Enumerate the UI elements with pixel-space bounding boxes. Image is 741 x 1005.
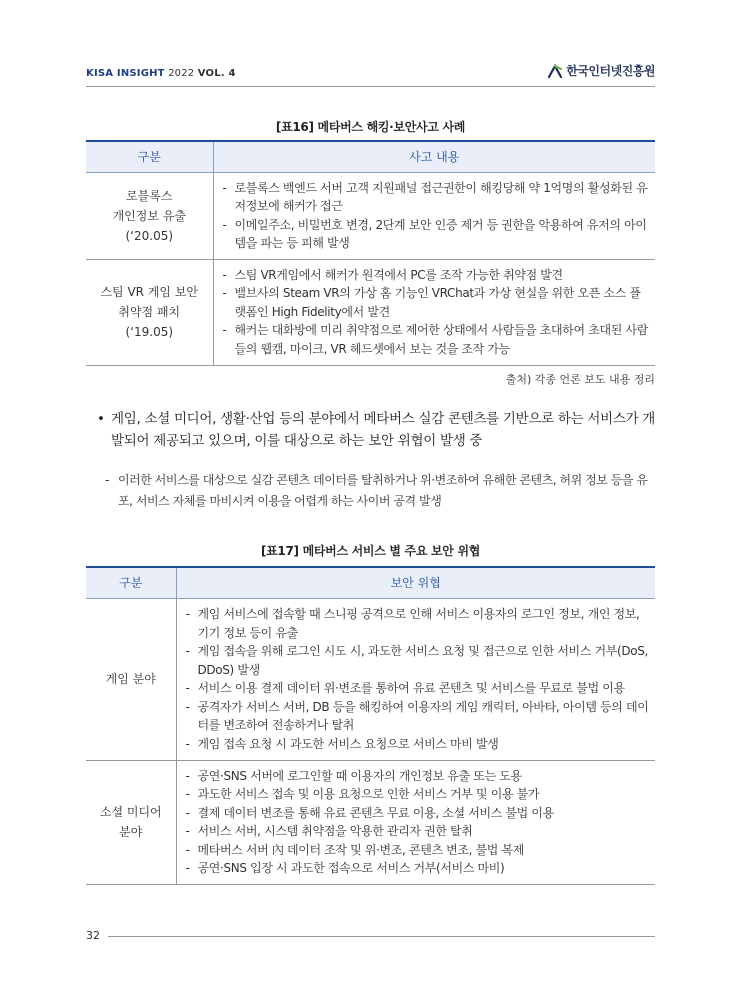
table16-caption: [표16] 메타버스 해킹·보안사고 사례 (275, 120, 466, 134)
list-item: - 과도한 서비스 접속 및 이용 요청으로 인한 서비스 거부 및 이용 불가 (186, 785, 650, 804)
category-line: 스팀 VR 게임 보안 (100, 285, 199, 299)
list-item: - 서비스 이용 결제 데이터 위·변조를 통하여 유료 콘텐츠 및 서비스를 무료로 불법 이용 (186, 679, 650, 698)
list-item: - 밸브사의 Steam VR의 가상 홈 기능인 VRChat과 가상 현실을 위한 오픈 소스 플랫폼인 High Fidelity에서 발견 (223, 284, 650, 321)
category-line: 분야 (119, 825, 143, 839)
table16-row1-category (86, 172, 213, 259)
volume-label: VOL. 4 (197, 68, 236, 79)
category-line: 로블록스 (126, 188, 173, 203)
table-row (86, 259, 655, 365)
table16-row2-content (213, 259, 655, 365)
table16 (86, 140, 655, 366)
list-item: - 게임 접속을 위해 로그인 시도 시, 과도한 서비스 요청 및 접근으로 인한 서비스 거부(DoS, DDoS) 발생 (186, 642, 650, 679)
table17-row1-content (176, 598, 655, 760)
table17-header-content: 보안 위협 (176, 567, 655, 598)
table17-header-category: 구분 (86, 567, 176, 598)
table17-row2-category (86, 760, 176, 884)
table16-row1-content (213, 172, 655, 259)
header-divider (86, 86, 655, 87)
body-bullet (97, 408, 663, 452)
list-item: - 메타버스 서버 內 데이터 조작 및 위·변조, 콘텐츠 변조, 불법 복제 (186, 841, 650, 860)
list-item: - 해커는 대화방에 미리 취약점으로 제어한 상태에서 사람들을 초대하여 초대된 사람들의 웹캠, 마이크, VR 헤드셋에서 보는 것을 조작 가능 (223, 321, 650, 358)
list-item: - 공격자가 서비스 서버, DB 등을 해킹하여 이용자의 게임 캐릭터, 아바타, 아이템 등의 데이터를 변조하여 전송하거나 탈취 (186, 698, 650, 735)
list-item: - 서비스 서버, 시스템 취약점을 악용한 관리자 권한 탈취 (186, 822, 650, 841)
category-line: 취약점 패치 (118, 305, 181, 319)
table16-row2-category (86, 259, 213, 365)
category-line: (‘20.05) (125, 228, 174, 243)
category-line: 개인정보 유출 (112, 208, 186, 223)
org-name: 한국인터넷진흥원 (566, 64, 655, 78)
category-line: (‘19.05) (125, 325, 174, 339)
table17-row2-content (176, 760, 655, 884)
table17 (86, 566, 655, 885)
category-line: 소셜 미디어 (99, 805, 162, 819)
list-item: - 스팀 VR게임에서 해커가 원격에서 PC를 조작 가능한 취약점 발견 (223, 266, 650, 285)
page-number: 32 (86, 929, 100, 942)
category-line: 게임 분야 (105, 672, 156, 686)
table16-header-row (86, 141, 655, 172)
body-sub-bullet: - 이러한 서비스를 대상으로 실감 콘텐츠 데이터를 탈취하거나 위·변조하여 유해한 콘텐츠, 허위 정보 등을 유포, 서비스 자체를 마비시켜 이용을 어렵게 하는 사이버 공격 발생 (105, 470, 661, 512)
table-row (86, 172, 655, 259)
list-item: - 결제 데이터 변조를 통해 유료 콘텐츠 무료 이용, 소셜 서비스 불법 이용 (186, 804, 650, 823)
list-item: - 게임 접속 요청 시 과도한 서비스 요청으로 서비스 마비 발생 (186, 735, 650, 754)
publication-title (86, 68, 236, 79)
bullet-text: 메타버스 실감 콘텐츠를 기반으로 하는 서비스가 개발되어 제공되고 있으며, 이를 대상으로 하는 보안 위협이 발생 중 (111, 411, 656, 449)
brand-name: KISA INSIGHT (86, 68, 165, 79)
table17-header-row (86, 567, 655, 598)
list-item: - 이메일주소, 비밀번호 변경, 2단계 보안 인증 제거 등 권한을 악용하여 유저의 아이템을 파는 등 피해 발생 (223, 216, 650, 253)
table16-source: 출처) 각종 언론 보도 내용 정리 (505, 373, 655, 386)
bullet-prefix: 게임, 소셜 미디어, 생활·산업 등의 분야에서 (111, 411, 364, 427)
table16-header-category: 구분 (86, 141, 213, 172)
table16-header-content: 사고 내용 (213, 141, 655, 172)
list-item: - 게임 서비스에 접속할 때 스니핑 공격으로 인해 서비스 이용자의 로그인 정보, 개인 정보, 기기 정보 등이 유출 (186, 605, 650, 642)
table17-row1-category (86, 598, 176, 760)
publication-year: 2022 (168, 68, 195, 79)
table-row (86, 598, 655, 760)
kisa-logo-icon (547, 63, 563, 79)
list-item: - 로블록스 백엔드 서버 고객 지원패널 접근권한이 해킹당해 약 1억명의 활성화된 유저정보에 해커가 접근 (223, 179, 650, 216)
table17-caption: [표17] 메타버스 서비스 별 주요 보안 위협 (260, 544, 481, 558)
org-logo (547, 62, 655, 79)
footer-divider (108, 936, 655, 937)
table-row (86, 760, 655, 884)
list-item: - 공연·SNS 입장 시 과도한 접속으로 서비스 거부(서비스 마비) (186, 859, 650, 878)
list-item: - 공연·SNS 서버에 로그인할 때 이용자의 개인정보 유출 또는 도용 (186, 767, 650, 786)
